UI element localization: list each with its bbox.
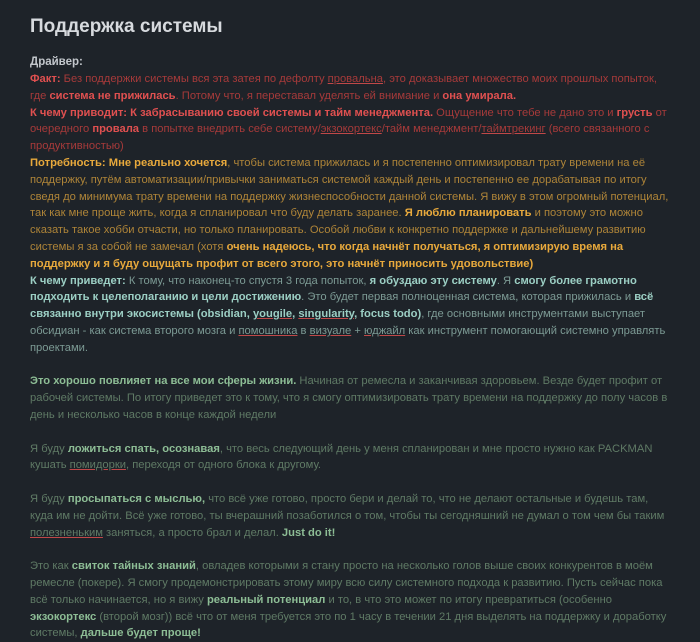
sleep-paragraph	[30, 441, 670, 475]
paragraph-gap	[30, 424, 670, 441]
leads-to-text-3: в попытке внедрить себе систему/	[139, 123, 321, 136]
fact-misspelled-word: провальна	[327, 73, 383, 85]
result-text-1: К тому, что наконец-то спустя 3 года попыток,	[125, 274, 370, 287]
fact-text-3: . Потому что, я переставал уделять ей внимание и	[175, 89, 443, 102]
leads-to-bold-2: грусть	[616, 106, 653, 119]
need-bold-2: Я люблю планировать	[404, 207, 532, 220]
need-bold-3: очень надеюсь, что когда начнёт получаться, я оптимизирую время на поддержку и я буду ощущать профит от всего этого, это начнёт приносить удовольствие)	[30, 240, 624, 270]
scroll-text-3: и то, в что это может по итогу превратиться (особенно	[325, 593, 612, 606]
page-title: Поддержка системы	[30, 16, 223, 37]
wake-bold-1: просыпаться с мыслью,	[67, 492, 206, 505]
need-text-2: и поэтому это можно сказать такое хобби отчасти, но только планировать. Особой любви к конкретно поддержке и дальнейшему развитию системы я за собой не замечал (хотя	[30, 207, 646, 253]
result-bold-5: , focus todo)	[354, 308, 422, 321]
wake-text-3: заняться, а просто брал и делал.	[102, 526, 282, 539]
result-text-4: , где основными инструментами выступает обсидиан - как система второго мозга и	[30, 308, 646, 337]
result-misspelled-word-1: yougile	[252, 308, 293, 321]
result-paragraph	[30, 273, 670, 357]
fact-label: Факт:	[30, 73, 61, 85]
scroll-bold-2: реальный потенциал	[206, 593, 326, 606]
result-bold-3: всё связанно внутри экосистемы (obsidian,	[30, 291, 654, 321]
result-bold-1: я обуздаю эту систему	[369, 274, 497, 287]
result-label: К чему приведет:	[30, 274, 126, 287]
spheres-bold: Это хорошо повлияет на все мои сферы жизни.	[30, 375, 297, 388]
spheres-text: Начиная от ремесла и заканчивая здоровьем. Везде будет профит от рабочей системы. По итогу приведет это к тому, что я смогу оптимизировать трату времени на поддержку до полу часов в день и несколько часов в конце каждой недели	[30, 375, 668, 421]
result-bold-4: ,	[292, 308, 299, 321]
scroll-text-1: Это как	[30, 560, 72, 573]
result-bold-2: смогу более грамотно подходить к целеполаганию и цели достижению	[30, 274, 637, 304]
result-text-3: . Это будет первая полноценная система, которая прижилась и	[301, 291, 635, 304]
fact-bold-2: она умирала.	[442, 89, 517, 102]
spheres-paragraph	[30, 373, 670, 423]
leads-to-label: К чему приводит:	[30, 106, 128, 119]
paragraph-gap	[30, 541, 670, 558]
scroll-bold-4: дальше будет проще!	[80, 627, 201, 640]
sleep-text-1: Я буду	[30, 442, 68, 455]
leads-to-paragraph	[30, 105, 670, 155]
leads-to-text-1: Ощущение что тебе не дано это и	[433, 106, 617, 119]
wake-text-1: Я буду	[30, 492, 68, 505]
need-label: Потребность:	[30, 156, 106, 169]
scroll-bold-1: свиток тайных знаний	[71, 560, 196, 573]
leads-to-text-5: (всего связанного с продуктивностью)	[30, 123, 650, 153]
leads-to-misspelled-word-1: экзокортекс	[320, 123, 382, 136]
fact-text-1: Без поддержки системы вся эта затея по дефолту	[60, 73, 328, 85]
result-text-5: в	[297, 324, 310, 337]
paragraph-gap	[30, 357, 670, 374]
leads-to-text-4: /тайм менеджмент/	[381, 123, 482, 136]
need-bold-1: Мне реально хочется	[105, 156, 228, 169]
leads-to-text-2: от очередного	[30, 106, 667, 136]
need-text-1: , чтобы система прижилась и я постепенно оптимизировал трату времени на её поддержку, путём автоматизации/привычки заниматься системой каждый день и постепенно ее дорабатывая по итогу сведя до минимума трату времени на поддержку жизнеспособности данной системы. Я вижу в этом огромный потенциал, так как мне проще жить, когда я спланировал что буду делать заранее.	[30, 156, 669, 220]
leads-to-bold-1: К забрасыванию своей системы и тайм менеджмента.	[127, 106, 434, 119]
result-text-6: +	[351, 324, 365, 337]
scroll-paragraph	[30, 558, 670, 642]
scroll-bold-3: экзокортекс	[30, 610, 97, 623]
sleep-bold: ложиться спать, осознавая	[67, 442, 220, 455]
result-text-2: . Я	[496, 274, 515, 287]
wake-text-2: что всё уже готово, просто бери и делай то, что не делают остальные и будешь там, куда им не дойти. Всё уже готово, ты вчерашний позаботился о том, чтобы ты сегодняшний не думал о том чем бы таким	[30, 492, 665, 522]
fact-bold-1: система не прижилась	[49, 89, 176, 102]
driver-label: Драйвер:	[30, 56, 83, 68]
wake-misspelled-word: полезненьким	[30, 526, 103, 539]
fact-paragraph	[30, 71, 670, 105]
scroll-text-2: , овладев которыми я стану просто на несколько голов выше своих конкурентов в моём ремесле (покере). Я смогу продемонстрировать этому миру всю силу системного подхода к развитию. Пусть сейчас пока всё только начинается, но я вижу	[30, 560, 663, 606]
result-misspelled-word-3: помошника	[238, 324, 298, 337]
result-misspelled-word-5: юджайл	[364, 324, 406, 337]
result-misspelled-word-2: singularity	[298, 308, 355, 321]
sleep-text-2: , что весь следующий день у меня спланирован и мне просто нужно как PACKMAN кушать	[30, 442, 653, 472]
leads-to-bold-3: провала	[92, 123, 140, 136]
sleep-text-3: , переходя от одного блока к другому.	[125, 459, 322, 472]
wake-bold-2: Just do it!	[281, 526, 336, 539]
paragraph-gap	[30, 474, 670, 491]
leads-to-misspelled-word-2: таймтрекинг	[481, 123, 546, 136]
result-text-7: как инструмент помогающий системно управлять проектами.	[30, 324, 666, 354]
wake-paragraph	[30, 491, 670, 541]
need-paragraph	[30, 155, 670, 273]
sleep-misspelled-word: помидорки	[69, 459, 126, 472]
result-misspelled-word-4: визуале	[309, 324, 352, 337]
fact-text-2: , это доказывает множество моих прошлых попыток, где	[30, 73, 658, 102]
scroll-text-4: (второй мозг)) всё что от меня требуется это по 1 часу в течении 21 дня выделять на поддержку и доработку системы,	[30, 610, 667, 640]
